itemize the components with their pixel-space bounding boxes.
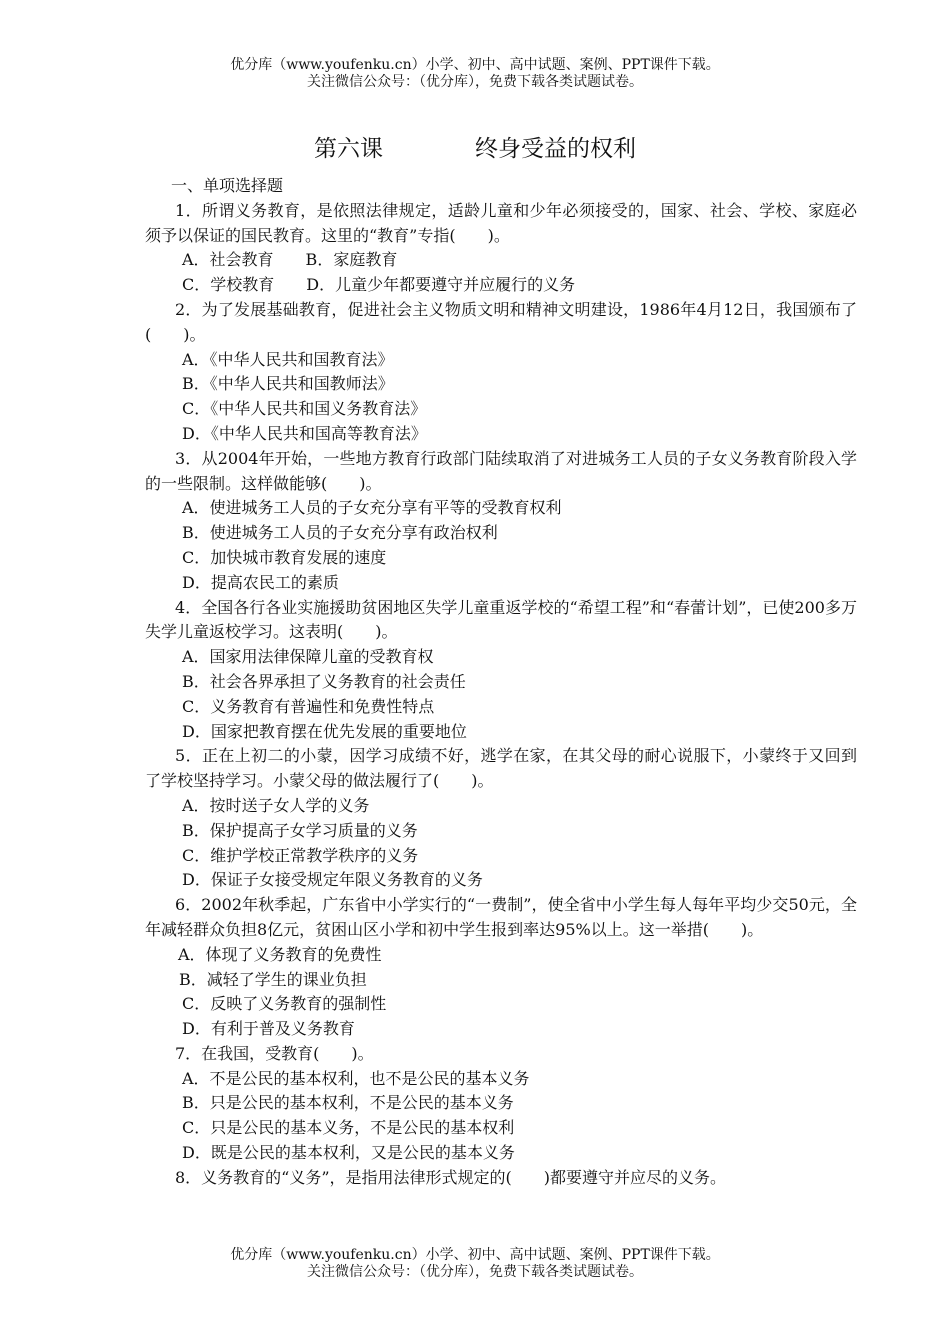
question-1-text: 1．所谓义务教育，是依照法律规定，适龄儿童和少年必须接受的，国家、社会、学校、家庭必须予以保证的国民教育。这里的“教育”专指( )。	[145, 200, 857, 245]
question-5-option-c: C．维护学校正常教学秩序的义务	[182, 845, 419, 865]
question-1-option-row: C．学校教育 D．儿童少年都要遵守并应履行的义务	[182, 275, 576, 295]
question-4-option-b: B．社会各界承担了义务教育的社会责任	[182, 671, 466, 691]
question-2-option-b: B．《中华人民共和国教师法》	[182, 374, 394, 394]
question-6-text: 6．2002年秋季起，广东省中小学实行的“一费制”，使全省中小学生每人每年平均少交50元，全年减轻群众负担8亿元，贫困山区小学和初中学生报到率达95%以上。这一举措( )。	[145, 895, 857, 939]
question-4-option-a: A．国家用法律保障儿童的受教育权	[182, 647, 434, 667]
question-body	[145, 174, 857, 1191]
question-6-option-d: D．有利于普及义务教育	[182, 1019, 355, 1039]
footer-line-1: 优分库（www.youfenku.cn）小学、初中、高中试题、案例、PPT课件下载。	[230, 1247, 720, 1263]
header-line-1: 优分库（www.youfenku.cn）小学、初中、高中试题、案例、PPT课件下载。	[230, 57, 720, 73]
question-4-option-c: C．义务教育有普遍性和免费性特点	[182, 696, 435, 716]
question-1-option-row: A．社会教育 B．家庭教育	[182, 250, 398, 270]
question-6-option-c: C．反映了义务教育的强制性	[182, 994, 387, 1014]
question-5-option-d: D．保证子女接受规定年限义务教育的义务	[182, 870, 483, 890]
question-2-option-d: D．《中华人民共和国高等教育法》	[182, 423, 427, 443]
question-3-option-a: A．使进城务工人员的子女充分享有平等的受教育权利	[182, 498, 562, 518]
question-4-text: 4．全国各行各业实施援助贫困地区失学儿童重返学校的“希望工程”和“春蕾计划”，已使200多万失学儿童返校学习。这表明( )。	[145, 597, 857, 642]
question-7-option-c: C．只是公民的基本义务，不是公民的基本权利	[182, 1118, 515, 1138]
question-2-option-a: A．《中华人民共和国教育法》	[182, 349, 394, 369]
page-header	[0, 57, 950, 91]
question-6-option-a: A．体现了义务教育的免费性	[178, 944, 382, 964]
question-3-option-b: B．使进城务工人员的子女充分享有政治权利	[182, 523, 498, 543]
page-footer	[0, 1247, 950, 1281]
question-7-option-b: B．只是公民的基本权利，不是公民的基本义务	[182, 1093, 514, 1113]
question-5-text: 5．正在上初二的小蒙，因学习成绩不好，逃学在家，在其父母的耐心说服下，小蒙终于又回到了学校坚持学习。小蒙父母的做法履行了( )。	[145, 746, 857, 791]
question-8-text: 8．义务教育的“义务”，是指用法律形式规定的( )都要遵守并应尽的义务。	[175, 1167, 727, 1187]
section-heading: 一、单项选择题	[171, 176, 284, 195]
lesson-name: 终身受益的权利	[475, 136, 636, 162]
page-title	[0, 134, 950, 164]
lesson-number: 第六课	[314, 136, 383, 162]
header-line-2: 关注微信公众号：（优分库），免费下载各类试题试卷。	[307, 74, 643, 90]
question-7-option-d: D．既是公民的基本权利，又是公民的基本义务	[182, 1143, 515, 1163]
question-2-option-c: C．《中华人民共和国义务教育法》	[182, 399, 427, 419]
question-3-option-c: C．加快城市教育发展的速度	[182, 547, 387, 567]
question-7-text: 7．在我国，受教育( )。	[175, 1043, 374, 1063]
question-2-text: 2．为了发展基础教育，促进社会主义物质文明和精神文明建设，1986年4月12日，我国颁布了( )。	[145, 299, 857, 344]
question-7-option-a: A．不是公民的基本权利，也不是公民的基本义务	[182, 1068, 530, 1088]
question-5-option-b: B．保护提高子女学习质量的义务	[182, 820, 418, 840]
footer-line-2: 关注微信公众号：（优分库），免费下载各类试题试卷。	[307, 1264, 643, 1280]
question-3-option-d: D．提高农民工的素质	[182, 572, 339, 592]
question-3-text: 3．从2004年开始，一些地方教育行政部门陆续取消了对进城务工人员的子女义务教育阶段入学的一些限制。这样做能够( )。	[145, 448, 857, 493]
question-5-option-a: A．按时送子女人学的义务	[182, 795, 370, 815]
question-6-option-b: B．减轻了学生的课业负担	[179, 969, 367, 989]
question-4-option-d: D．国家把教育摆在优先发展的重要地位	[182, 721, 467, 741]
